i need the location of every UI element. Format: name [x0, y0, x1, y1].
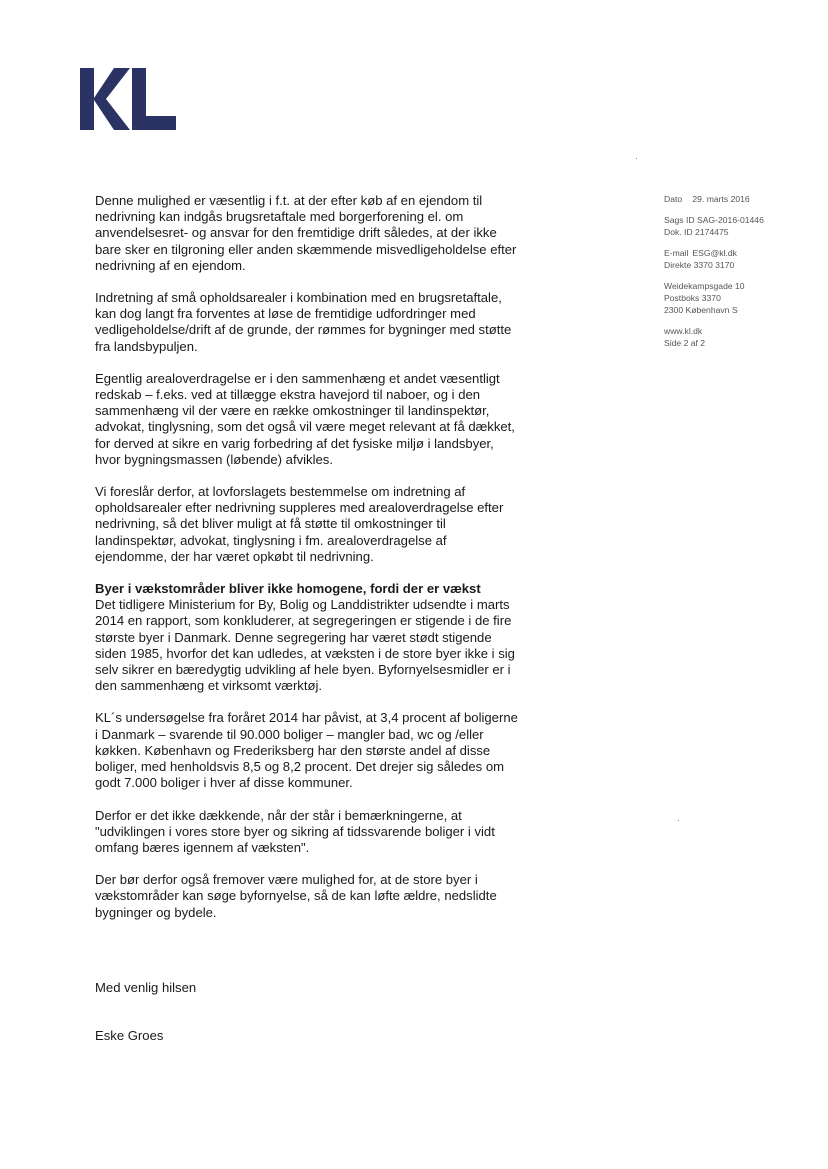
- text-line: ejendomme, der har været opkøbt til nedrivning.: [95, 548, 374, 564]
- text-line: for derved at sikre en varig forbedring af det fysiske miljø i landsbyer,: [95, 435, 494, 451]
- text-line: største byer i Danmark. Denne segregering har været stødt stigende: [95, 629, 492, 645]
- paragraph: [95, 808, 565, 857]
- web-link[interactable]: www.kl.dk: [664, 326, 703, 336]
- text-line: omfang bæres igennem af væksten".: [95, 839, 310, 855]
- text-line: bare sker en tilgroning eller anden skæmmende misvedligeholdelse efter: [95, 241, 517, 257]
- text-line: siden 1985, hvorfor det kan udledes, at væksten i de store byer ikke i sig: [95, 645, 515, 661]
- signature-name: Eske Groes: [95, 1028, 164, 1043]
- section-heading: Byer i vækstområder bliver ikke homogene, fordi der er vækst: [95, 581, 481, 597]
- text-line: nedrivning, så det bliver muligt at få støtte til omkostninger til: [95, 516, 446, 532]
- date-group: [664, 193, 814, 205]
- closing-greeting: Med venlig hilsen: [95, 980, 197, 995]
- sags-id-value: SAG-2016-01446: [696, 215, 764, 225]
- text-line: nedrivning kan indgås brugsretaftale med borgerforening el. om: [95, 209, 464, 225]
- text-line: advokat, tinglysning, som det også vil være meget relevant at få dækket,: [95, 419, 515, 435]
- sags-id-line: [664, 214, 814, 226]
- date-value: 29. marts 2016: [692, 194, 750, 204]
- text-line: Derfor er det ikke dækkende, når der står i bemærkningerne, at: [95, 807, 462, 823]
- kl-logo: [80, 68, 176, 130]
- web-group: [664, 325, 814, 349]
- text-line: kan dog langt fra forventes at løse de fremtidige udfordringer med: [95, 306, 476, 322]
- contact-group: [664, 247, 814, 271]
- ids-group: [664, 214, 814, 238]
- address-line: Weidekampsgade 10: [664, 281, 745, 291]
- address-group: [664, 280, 814, 316]
- paragraph: [95, 371, 565, 468]
- paragraph: [95, 581, 565, 694]
- text-line: 2014 en rapport, som konkluderer, at segregeringen er stigende i de fire: [95, 613, 512, 629]
- text-line: i Danmark – svarende til 90.000 boliger – mangler bad, wc og /eller: [95, 726, 484, 742]
- email-line: [664, 247, 814, 259]
- text-line: vedligeholdelse/drift af de grunde, der rømmes for bygninger med støtte: [95, 322, 512, 338]
- paragraph: [95, 193, 565, 274]
- paragraph: [95, 710, 565, 791]
- date-line: [664, 193, 814, 205]
- text-line: godt 7.000 boliger i hver af disse kommuner.: [95, 775, 353, 791]
- text-line: Indretning af små opholdsarealer i kombination med en brugsretaftale,: [95, 290, 502, 306]
- page-number: Side 2 af 2: [664, 338, 706, 348]
- text-line: Der bør derfor også fremover være mulighed for, at de store byer i: [95, 872, 478, 888]
- text-line: Det tidligere Ministerium for By, Bolig og Landdistrikter udsendte i marts: [95, 597, 510, 613]
- text-line: "udviklingen i vores store byer og sikring af tidssvarende boliger i vidt: [95, 823, 495, 839]
- text-line: selv sikrer en bæredygtig udvikling af hele byen. Byfornyelsesmidler er i: [95, 662, 511, 678]
- text-line: KL´s undersøgelse fra foråret 2014 har påvist, at 3,4 procent af boligerne: [95, 710, 518, 726]
- dok-id-label: Dok. ID: [664, 227, 693, 237]
- address-line: 2300 København S: [664, 305, 738, 315]
- dok-id-value: 2174475: [695, 227, 729, 237]
- document-metadata: [664, 193, 814, 358]
- text-line: boliger, med henholdsvis 8,5 og 8,2 procent. Det drejer sig således om: [95, 759, 505, 775]
- paragraph: [95, 872, 565, 921]
- direkte-line: [664, 259, 814, 271]
- text-line: opholdsarealer efter nedrivning suppleres med arealoverdragelse efter: [95, 500, 504, 516]
- text-line: den sammenhæng et virksomt værktøj.: [95, 678, 323, 694]
- text-line: Egentlig arealoverdragelse er i den sammenhæng et andet væsentligt: [95, 370, 500, 386]
- text-line: Denne mulighed er væsentlig i f.t. at der efter køb af en ejendom til: [95, 193, 483, 208]
- email-label: E-mail: [664, 248, 689, 258]
- text-line: hvor bygningsmassen (løbende) afvikles.: [95, 451, 333, 467]
- kl-logo-mark: [80, 68, 176, 130]
- email-value[interactable]: ESG@kl.dk: [692, 248, 737, 258]
- text-line: anvendelsesret- og ansvar for den fremtidige drift således, at der ikke: [95, 225, 497, 241]
- paragraph: [95, 290, 565, 355]
- text-line: køkken. København og Frederiksberg har den største andel af disse: [95, 742, 491, 758]
- address-line: Postboks 3370: [664, 293, 721, 303]
- sags-id-label: Sags ID: [664, 215, 695, 225]
- text-line: vækstområder kan søge byfornyelse, så de kan løfte ældre, nedslidte: [95, 888, 497, 904]
- text-line: sammenhæng vil der være en række omkostninger til landinspektør,: [95, 403, 490, 419]
- dok-id-line: [664, 226, 814, 238]
- direkte-value: 3370 3170: [693, 260, 735, 270]
- text-line: landinspektør, advokat, tinglysning i fm. arealoverdragelse af: [95, 532, 447, 548]
- letter-body: [95, 193, 565, 937]
- text-line: fra landsbypuljen.: [95, 338, 198, 354]
- text-line: redskab – f.eks. ved at tillægge ekstra havejord til naboer, og i den: [95, 387, 481, 403]
- date-label: Dato: [664, 194, 683, 204]
- paragraph: [95, 484, 565, 565]
- text-line: Vi foreslår derfor, at lovforslagets bestemmelse om indretning af: [95, 484, 466, 500]
- text-line: nedrivning af en ejendom.: [95, 257, 246, 273]
- direkte-label: Direkte: [664, 260, 692, 270]
- text-line: bygninger og bydele.: [95, 904, 217, 920]
